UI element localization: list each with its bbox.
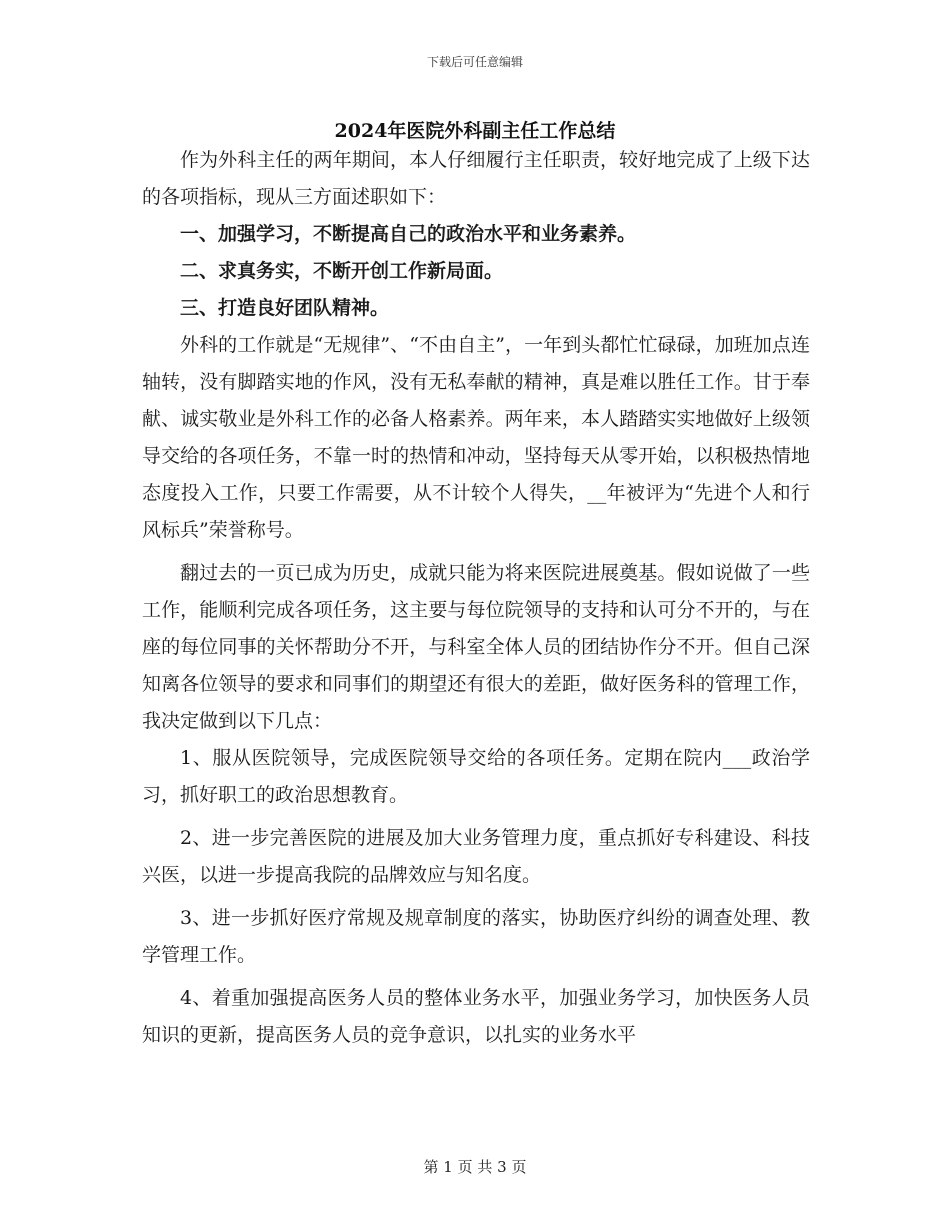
list-item-1: 1、服从医院领导，完成医院领导交给的各项任务。定期在院内___政治学习，抓好职工的政治思想教育。 — [142, 747, 810, 806]
section-heading-1: 一、加强学习，不断提高自己的政治水平和业务素养。 — [180, 223, 637, 245]
paragraph-looking-forward: 翻过去的一页已成为历史，成就只能为将来医院进展奠基。假如说做了一些工作，能顺利完成各项任务，这主要与每位院领导的支持和认可分不开的，与在座的每位同事的关怀帮助分不开，与科室全体人员的团结协作分不开。但自己深知离各位领导的要求和同事们的期望还有很大的差距，做好医务科的管理工作，我决定做到以下几点： — [142, 562, 810, 732]
list-item-2: 2、进一步完善医院的进展及加大业务管理力度，重点抓好专科建设、科技兴医，以进一步提高我院的品牌效应与知名度。 — [142, 827, 810, 886]
paragraph-intro: 作为外科主任的两年期间，本人仔细履行主任职责，较好地完成了上级下达的各项指标，现从三方面述职如下： — [142, 149, 810, 208]
section-heading-3: 三、打造良好团队精神。 — [180, 297, 390, 319]
section-heading-2: 二、求真务实，不断开创工作新局面。 — [180, 260, 504, 282]
page-header-note: 下载后可任意编辑 — [426, 55, 523, 69]
list-item-4: 4、着重加强提高医务人员的整体业务水平，加强业务学习，加快医务人员知识的更新，提高医务人员的竞争意识，以扎实的业务水平 — [142, 987, 810, 1046]
page-number-footer: 第 1 页 共 3 页 — [423, 1158, 527, 1176]
document-title: 2024年医院外科副主任工作总结 — [334, 120, 616, 142]
paragraph-surgery-work: 外科的工作就是“无规律”、“不由自主”，一年到头都忙忙碌碌，加班加点连轴转，没有脚踏实地的作风，没有无私奉献的精神，真是难以胜任工作。甘于奉献、诚实敬业是外科工作的必备人格素养。两年来，本人踏踏实实地做好上级领导交给的各项任务，不靠一时的热情和冲动，坚持每天从零开始，以积极热情地态度投入工作，只要工作需要，从不计较个人得失，__年被评为“先进个人和行风标兵”荣誉称号。 — [142, 334, 810, 541]
list-item-3: 3、进一步抓好医疗常规及规章制度的落实，协助医疗纠纷的调查处理、教学管理工作。 — [142, 907, 810, 966]
document-body — [142, 142, 810, 1054]
